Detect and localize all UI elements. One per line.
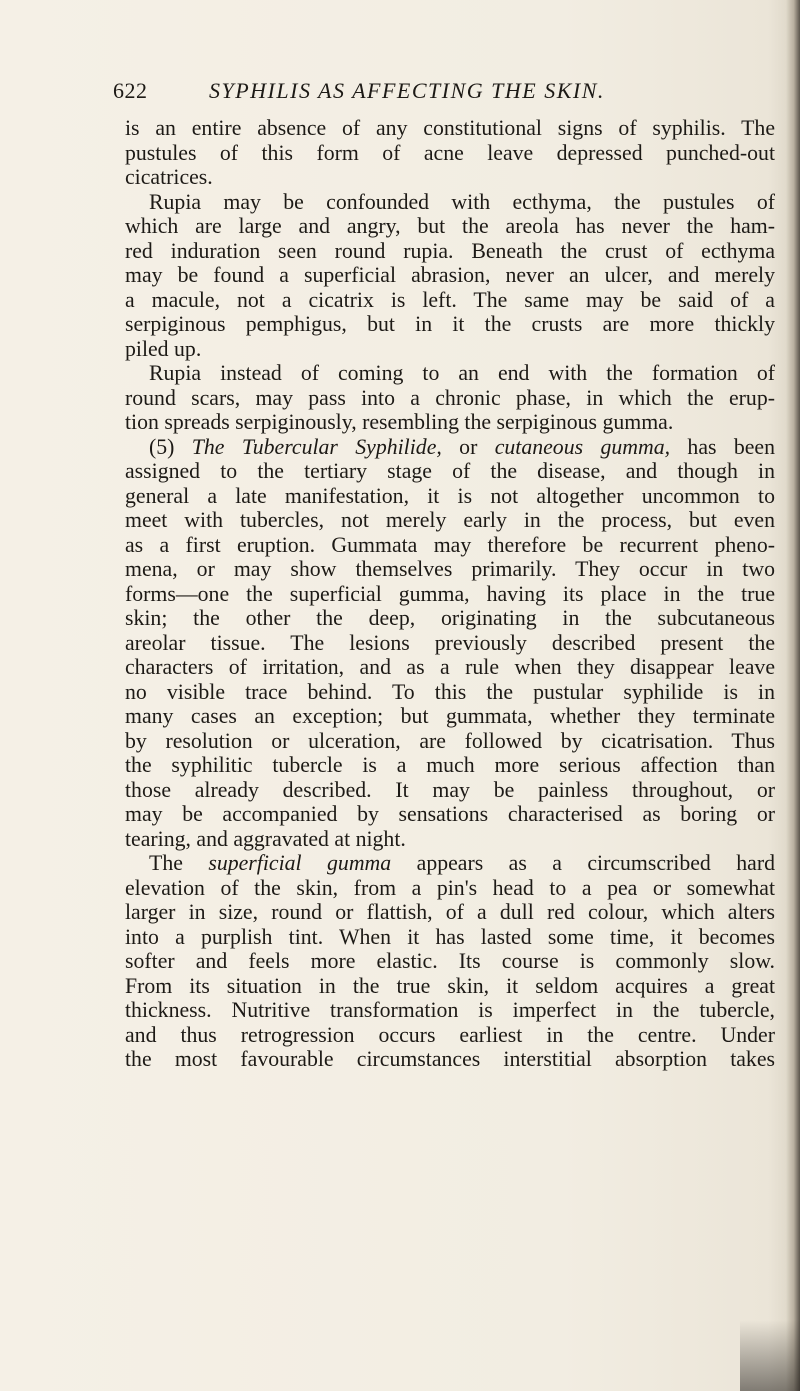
text-segment: Rupia instead of coming to an end with the formation of <box>149 361 775 385</box>
text-line <box>125 116 775 141</box>
text-line <box>125 165 775 190</box>
text-segment: into a purplish tint. When it has lasted some time, it becomes <box>125 924 775 949</box>
text-segment: elevation of the skin, from a pin's head to a pea or somewhat <box>125 875 775 900</box>
text-segment: the most favourable circumstances interstitial absorption takes <box>125 1047 775 1071</box>
text-line <box>125 141 775 166</box>
text-line <box>125 876 775 901</box>
text-line <box>125 778 775 803</box>
text-line <box>125 974 775 999</box>
text-segment: no visible trace behind. To this the pustular syphilide is in <box>125 679 775 704</box>
text-line <box>125 410 775 435</box>
text-segment: and thus retrogression occurs earliest in the centre. Under <box>125 1022 775 1047</box>
text-segment: by resolution or ulceration, are followed by cicatrisation. Thus <box>125 728 775 753</box>
text-segment: pustules of this form of acne leave depressed punched-out <box>125 140 775 165</box>
text-line <box>125 631 775 656</box>
text-line <box>125 949 775 974</box>
text-line <box>125 190 775 215</box>
text-segment: red induration seen round rupia. Beneath the crust of ecthyma <box>125 238 775 263</box>
text-segment: Rupia may be confounded with ecthyma, the pustules of <box>149 189 775 214</box>
text-line <box>125 239 775 264</box>
text-segment: which are large and angry, but the areola has never the ham- <box>125 214 775 238</box>
text-line <box>125 312 775 337</box>
text-line <box>125 704 775 729</box>
text-segment: forms—one the superficial gumma, having its place in the true <box>125 581 775 606</box>
text-segment: mena, or may show themselves primarily. They occur in two <box>125 557 775 581</box>
page-header <box>113 74 763 108</box>
text-segment: tearing, and aggravated at night. <box>125 826 406 851</box>
text-line <box>125 802 775 827</box>
text-segment: may be found a superficial abrasion, never an ulcer, and merely <box>125 263 775 287</box>
text-segment: a macule, not a cicatrix is left. The same may be said of a <box>125 287 775 312</box>
text-segment: as a first eruption. Gummata may therefore be recurrent pheno- <box>125 532 775 557</box>
text-line <box>125 655 775 680</box>
text-segment: tion spreads serpiginously, resembling the serpiginous gumma. <box>125 410 674 434</box>
text-segment: areolar tissue. The lesions previously described present the <box>125 630 775 655</box>
text-segment: has been <box>670 434 775 459</box>
page-number: 622 <box>113 78 148 103</box>
text-segment: general a late manifestation, it is not altogether uncommon to <box>125 483 775 508</box>
text-segment: is an entire absence of any constitutional signs of syphilis. The <box>125 116 775 140</box>
text-line <box>125 1023 775 1048</box>
text-segment: many cases an exception; but gummata, whether they terminate <box>125 704 775 728</box>
text-segment: may be accompanied by sensations characterised as boring or <box>125 802 775 826</box>
text-line <box>125 680 775 705</box>
text-segment: those already described. It may be painless throughout, or <box>125 777 775 802</box>
text-line <box>125 386 775 411</box>
text-line <box>125 459 775 484</box>
text-line <box>125 508 775 533</box>
text-line <box>125 533 775 558</box>
running-head: SYPHILIS AS AFFECTING THE SKIN. <box>209 78 605 103</box>
text-segment: cicatrices. <box>125 165 213 189</box>
text-line <box>125 214 775 239</box>
text-line <box>125 998 775 1023</box>
text-segment: serpiginous pemphigus, but in it the crusts are more thickly <box>125 312 775 336</box>
body-text <box>125 116 775 1072</box>
text-line <box>125 1047 775 1072</box>
text-line <box>125 900 775 925</box>
text-segment: the syphilitic tubercle is a much more serious affection than <box>125 753 775 777</box>
text-line <box>125 337 775 362</box>
text-line <box>125 263 775 288</box>
text-line <box>125 435 775 460</box>
text-line <box>125 851 775 876</box>
text-segment: appears as a circumscribed hard <box>391 851 775 875</box>
italic-text: cutaneous gumma, <box>494 434 671 459</box>
text-line <box>125 753 775 778</box>
page-corner-shadow <box>740 1320 800 1391</box>
text-segment: piled up. <box>125 336 202 361</box>
text-line <box>125 557 775 582</box>
text-line <box>125 827 775 852</box>
text-segment: round scars, may pass into a chronic phase, in which the erup- <box>125 385 775 410</box>
text-segment: characters of irritation, and as a rule when they disappear leave <box>125 655 775 679</box>
text-line <box>125 925 775 950</box>
text-segment: (5) <box>149 434 192 459</box>
text-line <box>125 729 775 754</box>
text-line <box>125 582 775 607</box>
text-line <box>125 361 775 386</box>
page-binding-edge <box>786 0 800 1391</box>
text-segment: assigned to the tertiary stage of the disease, and though in <box>125 459 775 483</box>
italic-text: The Tubercular Syphilide, <box>191 434 442 459</box>
text-segment: From its situation in the true skin, it seldom acquires a great <box>125 973 775 998</box>
text-segment: meet with tubercles, not merely early in the process, but even <box>125 508 775 532</box>
text-segment: skin; the other the deep, originating in the subcutaneous <box>125 606 775 630</box>
text-segment: thickness. Nutritive transformation is imperfect in the tubercle, <box>125 998 775 1022</box>
italic-text: superficial gumma <box>208 851 392 875</box>
text-segment: The <box>149 851 209 875</box>
text-segment: larger in size, round or flattish, of a dull red colour, which alters <box>125 900 775 924</box>
text-line <box>125 288 775 313</box>
text-segment: softer and feels more elastic. Its course is commonly slow. <box>125 949 775 973</box>
text-line <box>125 606 775 631</box>
text-line <box>125 484 775 509</box>
text-segment: or <box>441 434 495 459</box>
